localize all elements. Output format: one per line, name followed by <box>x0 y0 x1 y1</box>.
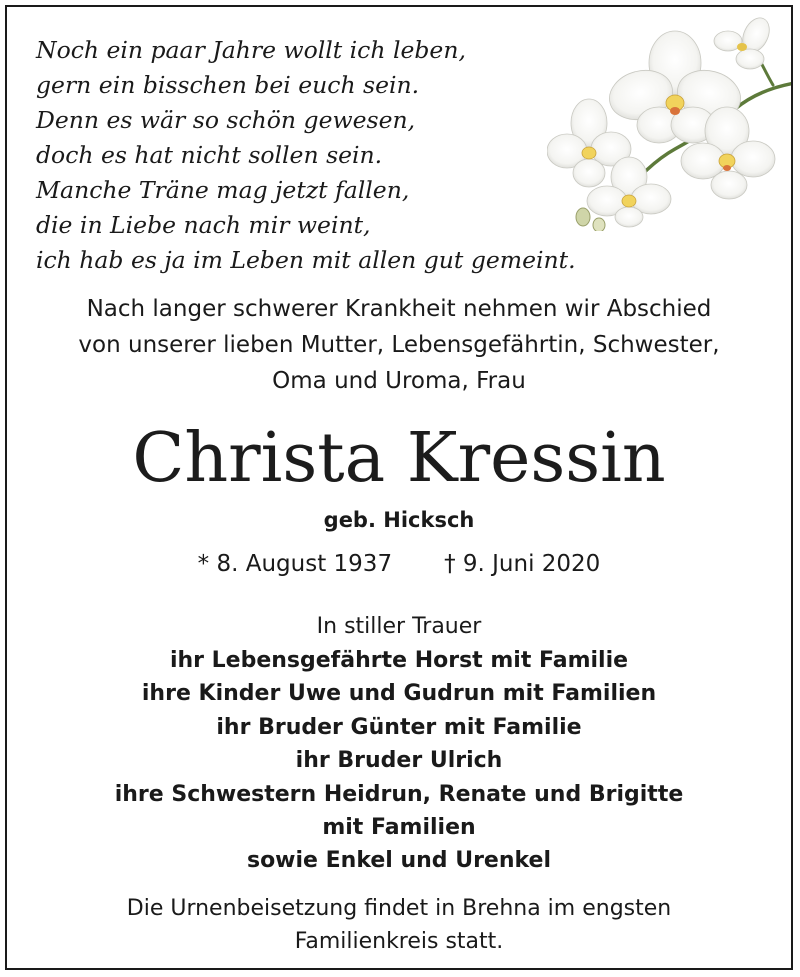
mourners-list <box>7 644 791 878</box>
poem-line: doch es hat nicht sollen sein. <box>36 141 383 169</box>
mourner-line: ihr Bruder Ulrich <box>295 748 503 774</box>
poem-line: ich hab es ja im Leben mit allen gut gemeint. <box>36 246 576 274</box>
deceased-name: Christa Kressin <box>132 419 666 498</box>
poem <box>36 33 576 278</box>
funeral-line: Familienkreis statt. <box>294 929 504 954</box>
mourner-line: sowie Enkel und Urenkel <box>246 848 552 874</box>
mourner-line: ihr Lebensgefährte Horst mit Familie <box>169 648 629 673</box>
intro-line: von unserer lieben Mutter, Lebensgefährtin, Schwester, <box>78 332 720 358</box>
poem-line: Manche Träne mag jetzt fallen, <box>36 176 410 204</box>
mourner-line: ihr Bruder Günter mit Familie <box>216 714 582 740</box>
poem-line: die in Liebe nach mir weint, <box>36 211 371 239</box>
orchid-icon <box>547 9 793 231</box>
intro-line: Oma und Uroma, Frau <box>272 368 526 394</box>
obituary-frame <box>5 5 793 970</box>
mourners-heading: In stiller Trauer <box>316 614 482 639</box>
intro-text <box>7 291 791 399</box>
life-dates <box>7 548 791 580</box>
mourner-line: mit Familien <box>322 815 476 841</box>
intro-line: Nach langer schwerer Krankheit nehmen wir Abschied <box>86 296 712 322</box>
birth-date: * 8. August 1937 <box>197 551 393 577</box>
maiden-name: geb. Hicksch <box>323 508 475 532</box>
mourner-line: ihre Kinder Uwe und Gudrun mit Familien <box>141 681 657 707</box>
funeral-line: Die Urnenbeisetzung findet in Brehna im engsten <box>126 896 672 921</box>
death-date: † 9. Juni 2020 <box>444 551 601 577</box>
funeral-notice <box>7 892 791 958</box>
poem-line: gern ein bisschen bei euch sein. <box>36 71 420 99</box>
mourner-line: ihre Schwestern Heidrun, Renate und Brigitte <box>114 781 684 807</box>
poem-line: Noch ein paar Jahre wollt ich leben, <box>36 36 466 64</box>
poem-line: Denn es wär so schön gewesen, <box>36 106 416 134</box>
